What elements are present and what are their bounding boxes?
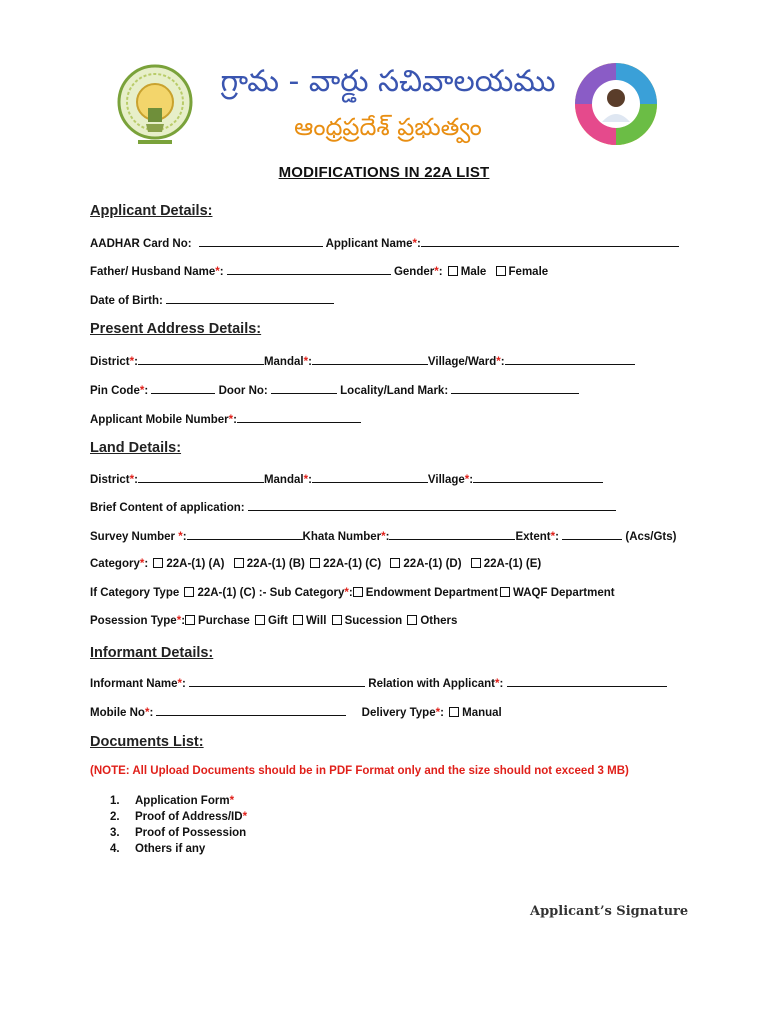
address-village-field[interactable] [505,354,635,365]
possession-will-checkbox[interactable] [293,615,303,625]
row-pin-door: Pin Code*: Door No: Locality/Land Mark: [90,383,579,397]
section-heading-address: Present Address Details: [90,321,262,337]
door-no-field[interactable] [271,383,337,394]
dob-field[interactable] [166,293,334,304]
relation-field[interactable] [507,676,667,687]
category-e-checkbox[interactable] [471,558,481,568]
section-heading-applicant: Applicant Details: [90,203,213,219]
document-title: MODIFICATIONS IN 22A LIST [278,164,490,181]
address-district-field[interactable] [138,354,264,365]
possession-others-checkbox[interactable] [407,615,417,625]
row-brief-content: Brief Content of application: [90,500,616,514]
upload-note: (NOTE: All Upload Documents should be in PDF Format only and the size should not exceed 3 MB) [90,765,629,777]
land-district-field[interactable] [138,472,264,483]
row-father-gender: Father/ Husband Name*: Gender*: Male Female [90,266,549,278]
survey-number-field[interactable] [187,529,303,540]
row-category: Category*: 22A-(1) (A) 22A-(1) (B) 22A-(1) (C) 22A-(1) (D) 22A-(1) (E) [90,558,542,570]
category-c-checkbox[interactable] [310,558,320,568]
row-aadhar-name: AADHAR Card No: Applicant Name*: [90,236,679,250]
gender-male-checkbox[interactable] [448,266,458,276]
brief-content-field[interactable] [248,500,616,511]
row-informant-name: Informant Name*: Relation with Applicant*: [90,676,667,690]
row-possession-type: Posession Type*: Purchase Gift Will Sucession Others [90,615,458,627]
land-mandal-field[interactable] [312,472,428,483]
documents-list [110,793,247,857]
row-applicant-mobile: Applicant Mobile Number*: [90,412,361,426]
father-name-field[interactable] [227,264,391,275]
applicant-name-field[interactable] [421,236,679,247]
ap-government-emblem-icon [116,62,194,148]
section-heading-informant: Informant Details: [90,645,214,661]
header-banner [108,58,660,158]
list-item: 2. Proof of Address/ID* [110,811,248,823]
list-item: 4. Others if any [110,843,206,855]
list-item: 3. Proof of Possession [110,827,247,839]
row-sub-category: If Category Type 22A-(1) (C) :- Sub Category*: Endowment Department WAQF Department [90,587,615,599]
possession-sucession-checkbox[interactable] [332,615,342,625]
cm-portrait-logo-icon [574,62,658,146]
endowment-checkbox[interactable] [353,587,363,597]
row-land-district: District*: Mandal*: Village*: [90,472,603,486]
row-informant-mobile: Mobile No*: Delivery Type*: Manual [90,707,502,719]
row-address-district: District*: Mandal*: Village/Ward*: [90,354,635,368]
section-heading-documents: Documents List: [90,734,204,750]
address-mandal-field[interactable] [312,354,428,365]
waqf-checkbox[interactable] [500,587,510,597]
header-subtitle-telugu: ఆంధ్రప్రదేశ్ ప్రభుత్వం [294,113,482,141]
informant-mobile-field[interactable] [156,705,346,716]
land-village-field[interactable] [473,472,603,483]
locality-field[interactable] [451,383,579,394]
header-title-telugu: గ్రామ - వార్డు సచివాలయము [220,64,556,99]
pin-code-field[interactable] [151,383,215,394]
row-dob: Date of Birth: [90,293,334,307]
applicant-mobile-field[interactable] [237,412,361,423]
gender-female-checkbox[interactable] [496,266,506,276]
aadhar-field[interactable] [199,236,323,247]
list-item: 1. Application Form* [110,795,235,807]
category-a-checkbox[interactable] [153,558,163,568]
khata-number-field[interactable] [389,529,515,540]
row-survey-khata: Survey Number *: Khata Number*: Extent*: (Acs/Gts) [90,531,677,543]
informant-name-field[interactable] [189,676,365,687]
if-category-c-checkbox[interactable] [184,587,194,597]
delivery-manual-checkbox[interactable] [449,707,459,717]
category-d-checkbox[interactable] [390,558,400,568]
signature-label: Applicant’s Signature [530,904,689,919]
section-heading-land: Land Details: [90,440,182,456]
category-b-checkbox[interactable] [234,558,244,568]
possession-gift-checkbox[interactable] [255,615,265,625]
possession-purchase-checkbox[interactable] [185,615,195,625]
extent-field[interactable] [562,529,622,540]
